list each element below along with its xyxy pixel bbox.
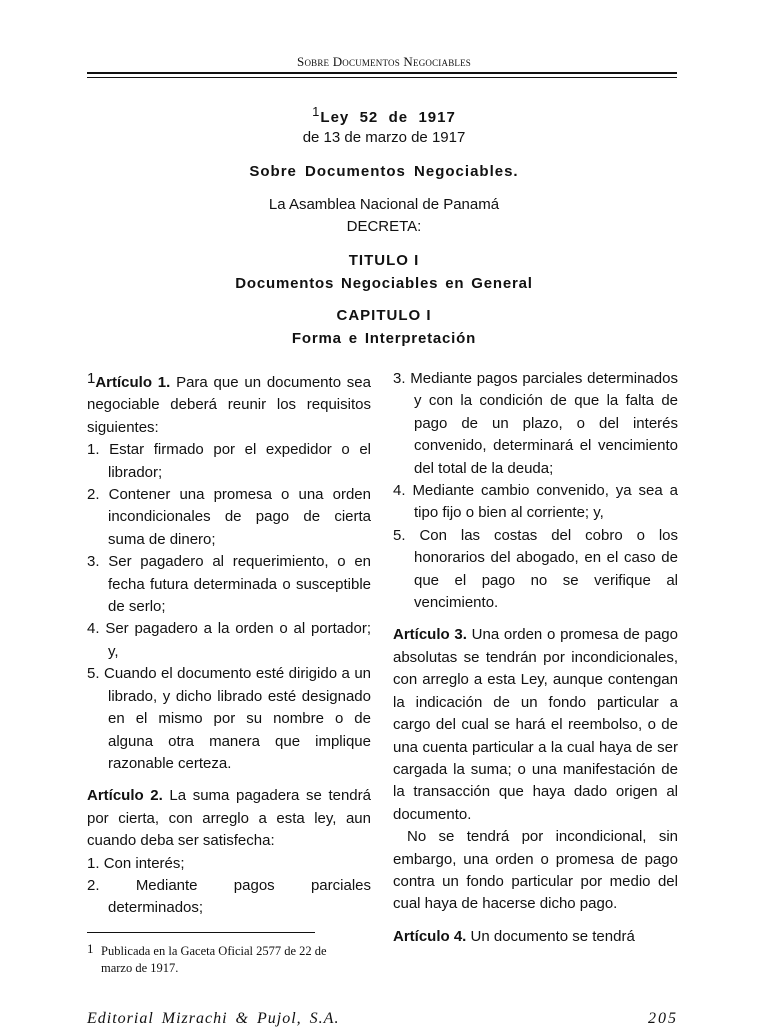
list-item: 4. Ser pagadero a la orden o al portador; y, — [87, 620, 372, 660]
law-date: de 13 de marzo de 1917 — [302, 129, 466, 146]
law-subject: Sobre Documentos Negociables. — [249, 163, 519, 180]
list-item: 3. Ser pagadero al requerimiento, o en fecha futura determinada o susceptible de serlo; — [87, 553, 372, 616]
footnote-ref: 1 — [312, 104, 321, 119]
article-3: Artículo 3. Una orden o promesa de pago absolutas se tendrán por incondicionales, con arreglo a esta Ley, aunque contengan la indicación de un fondo particular a cargo del cual se hará el reembolso, o de una cuenta particular a la cual haya de ser cargada la suma; o una manifestación de la transacción que haya dado origen al documento. — [393, 626, 678, 823]
list-item: 1. Con interés; — [87, 854, 185, 872]
left-column — [87, 368, 371, 920]
chapter-name: Forma e Interpretación — [291, 330, 477, 347]
title-heading: TITULO I — [348, 252, 420, 269]
footnote-rule — [87, 932, 315, 933]
publisher-footer: Editorial Mizrachi & Pujol, S.A. — [87, 1010, 340, 1027]
article-2-list-continued — [393, 368, 678, 614]
list-item: 5. Con las costas del cobro o los honorarios del abogado, en el caso de que el pago no se verifique al vencimiento. — [393, 526, 679, 612]
list-item: 3. Mediante pagos parciales determinados y con la condición de que la falta de pago de un plazo, o del interés convenido, determinará el vencimiento del total de la deuda; — [393, 370, 678, 477]
header-rule-thick — [87, 72, 677, 74]
law-title: $^1$Ley 52 de 1917 — [312, 104, 456, 126]
title-name: Documentos Negociables en General — [235, 275, 533, 292]
header-rule-thin — [87, 77, 677, 78]
article-4: Artículo 4. Un documento se tendrá — [393, 927, 635, 945]
assembly-line: La Asamblea Nacional de Panamá — [268, 196, 500, 213]
chapter-heading: CAPITULO I — [336, 307, 432, 324]
article-1-list — [87, 439, 371, 775]
footnote-mark: 1 — [87, 941, 94, 956]
article-2-intro: Artículo 2. La suma pagadera se tendrá por cierta, con arreglo a esta ley, aun cuando deba ser satisfecha: — [87, 787, 371, 850]
list-item: 1. Estar firmado por el expedidor o el librador; — [87, 441, 371, 481]
article-1-intro: 1Artículo 1. Para que un documento sea negociable deberá reunir los requisitos siguientes: — [87, 370, 371, 436]
right-column — [393, 368, 678, 948]
page-number: 205 — [648, 1010, 678, 1027]
list-item: 2. Contener una promesa o una orden incondicionales de pago de cierta suma de dinero; — [87, 486, 371, 548]
article-1-note: 1 — [87, 370, 96, 387]
article-3-paragraph-2: No se tendrá por incondicional, sin embargo, una orden o promesa de pago contra un fondo particular por medio del cual haya de hacerse dicho pago. — [393, 828, 678, 913]
decreta-line: DECRETA: — [346, 218, 422, 235]
list-item: 5. Cuando el documento esté dirigido a un librado, y dicho librado esté designado en el mismo por su nombre o de alguna otra manera que implique razonable certeza. — [87, 665, 372, 772]
list-item: 2. Mediante pagos parciales determinados; — [87, 876, 371, 917]
article-2-list — [87, 853, 371, 920]
running-head: Sobre Documentos Negociables — [297, 54, 471, 69]
list-item: 4. Mediante cambio convenido, ya sea a tipo fijo o bien al corriente; y, — [393, 482, 678, 522]
footnote: 1 Publicada en la Gaceta Oficial 2577 de 22 de marzo de 1917. — [87, 941, 327, 975]
